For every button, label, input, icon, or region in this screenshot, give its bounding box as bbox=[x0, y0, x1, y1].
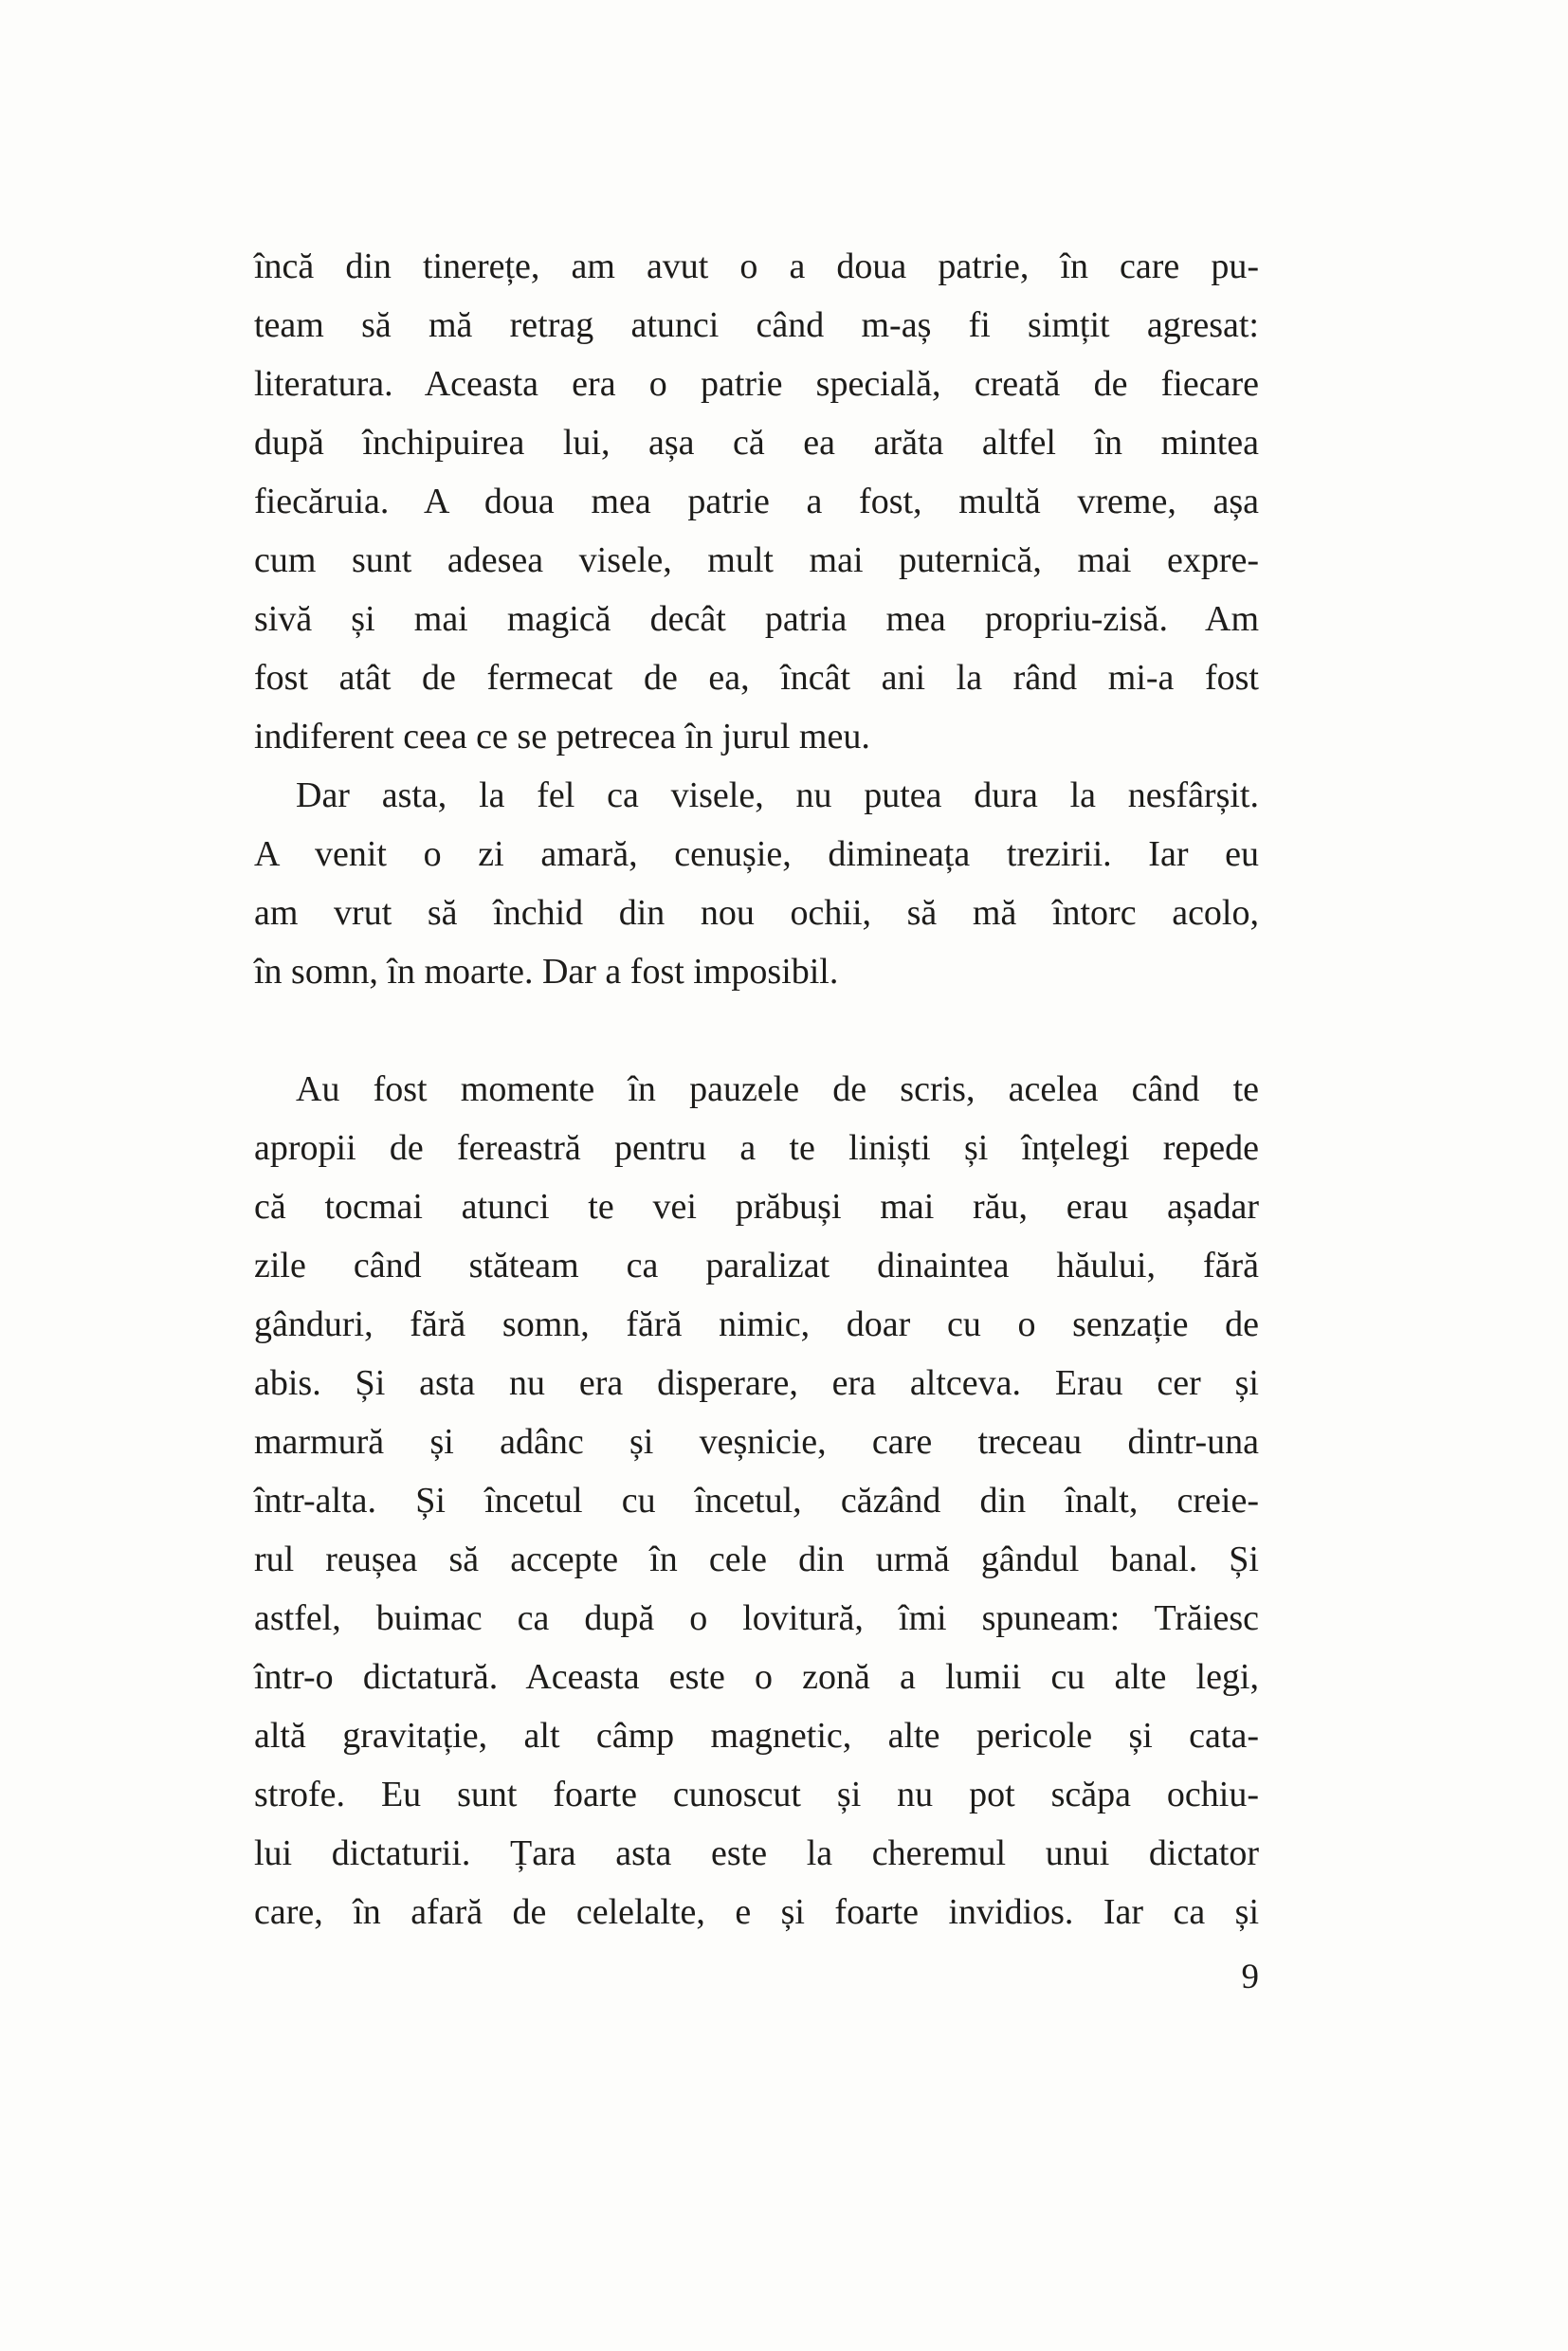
paragraph bbox=[254, 766, 1259, 1001]
page-number: 9 bbox=[1241, 1958, 1259, 1996]
text-line: într-alta. Și încetul cu încetul, căzând din înalt, creie- bbox=[254, 1481, 1259, 1521]
text-line: fiecăruia. A doua mea patrie a fost, multă vreme, așa bbox=[254, 482, 1259, 521]
text-line: într-o dictatură. Aceasta este o zonă a lumii cu alte legi, bbox=[254, 1657, 1259, 1697]
text-line: team să mă retrag atunci când m-aș fi simțit agresat: bbox=[254, 305, 1259, 345]
paragraph bbox=[254, 1060, 1259, 1941]
text-line: marmură și adânc și veșnicie, care treceau dintr-una bbox=[254, 1422, 1259, 1462]
text-line: cum sunt adesea visele, mult mai puternică, mai expre- bbox=[254, 540, 1259, 580]
text-line: zile când stăteam ca paralizat dinaintea hăului, fără bbox=[254, 1246, 1259, 1285]
text-line: sivă și mai magică decât patria mea propriu-zisă. Am bbox=[254, 599, 1259, 639]
text-line: gânduri, fără somn, fără nimic, doar cu o senzație de bbox=[254, 1304, 1259, 1344]
text-line: Au fost momente în pauzele de scris, acelea când te bbox=[296, 1069, 1259, 1109]
text-line: literatura. Aceasta era o patrie specială, creată de fiecare bbox=[254, 364, 1259, 404]
text-line: altă gravitație, alt câmp magnetic, alte pericole și cata- bbox=[254, 1716, 1259, 1756]
paragraph bbox=[254, 237, 1259, 766]
text-line: apropii de fereastră pentru a te liniști și înțelegi repede bbox=[254, 1128, 1259, 1168]
text-line: astfel, buimac ca după o lovitură, îmi spuneam: Trăiesc bbox=[254, 1598, 1259, 1638]
text-line: strofe. Eu sunt foarte cunoscut și nu pot scăpa ochiu- bbox=[254, 1775, 1259, 1814]
text-line: în somn, în moarte. Dar a fost imposibil. bbox=[254, 952, 839, 992]
text-line: că tocmai atunci te vei prăbuși mai rău, erau așadar bbox=[254, 1187, 1259, 1227]
text-line: lui dictaturii. Țara asta este la cheremul unui dictator bbox=[254, 1833, 1259, 1873]
text-line: după închipuirea lui, așa că ea arăta altfel în mintea bbox=[254, 423, 1259, 463]
text-line: rul reușea să accepte în cele din urmă gândul banal. Și bbox=[254, 1540, 1259, 1579]
text-line: am vrut să închid din nou ochii, să mă întorc acolo, bbox=[254, 893, 1259, 933]
text-line: fost atât de fermecat de ea, încât ani la rând mi-a fost bbox=[254, 658, 1259, 698]
text-line: Dar asta, la fel ca visele, nu putea dura la nesfârșit. bbox=[296, 775, 1259, 815]
text-block bbox=[254, 237, 1259, 1941]
text-line: indiferent ceea ce se petrecea în jurul meu. bbox=[254, 717, 870, 756]
text-line: încă din tinerețe, am avut o a doua patrie, în care pu- bbox=[254, 246, 1259, 286]
text-line: A venit o zi amară, cenușie, dimineața trezirii. Iar eu bbox=[254, 834, 1259, 874]
text-line: care, în afară de celelalte, e și foarte invidios. Iar ca și bbox=[254, 1892, 1259, 1932]
text-line: abis. Și asta nu era disperare, era altceva. Erau cer și bbox=[254, 1363, 1259, 1403]
